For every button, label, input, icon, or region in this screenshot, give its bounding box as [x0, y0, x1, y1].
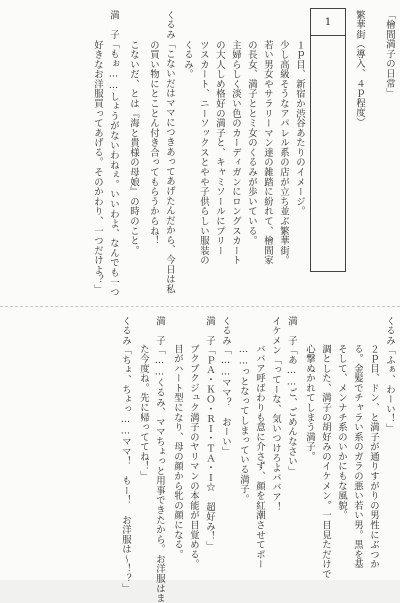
page-number: 1 [311, 9, 345, 36]
top-line-12: 満 子「もぉ……しょうがないわねぇ。いいわよ、なんでも一つ [108, 10, 119, 298]
top-line-1: １ｐ目、新宿か渋谷あたりのイメージ。 [294, 40, 305, 217]
bottom-line-15: 満 子「……くるみ、ママちょっと用事できたから。お洋服はま [154, 316, 165, 603]
bottom-line-4: そして、メンナチ系のいかにもな風貌。 [336, 344, 347, 521]
bottom-line-5: 調とした、満子の胡好みのイケメン。一目見ただけで [320, 344, 331, 579]
top-line-7: ツスカート、ニーソックスとやや子供らしい服装の [198, 40, 209, 266]
bottom-line-3: る。金髪でチャラい系のガラの悪い若い男。黒を基 [352, 344, 363, 570]
bottom-line-13: ブクブクジュク満子のヤリマンの本能が目覚める。 [188, 344, 199, 570]
bottom-line-9: ババア呼ばわりも意に介さず、顔を紅潮させてポー [254, 344, 265, 570]
top-line-5: 主婦らしく淡い色のカーディガンにロングスカート [230, 40, 241, 266]
bottom-line-14: 目がハート型になり、母の顔から牝の顔になる。 [172, 344, 183, 560]
top-line-10: の買い物にとことん付き合ってもらうからね！ [148, 40, 159, 246]
bottom-line-12: 満 子「ＰＡ・ＫＯ・ＲＩ・ＴＡ・Ｉ☆ 超好み！」 [204, 316, 215, 551]
top-line-13: 好きなお洋服買ってあげる。そのかわり、一つだけよ？」 [92, 40, 103, 295]
title-box [310, 8, 346, 272]
top-line-9: くるみ「こないだはママにつきあってあげたんだから、今日は私 [164, 10, 175, 294]
top-line-3: 若い男女やサラリーマン達の雑踏に紛れて、檜間家 [262, 40, 273, 266]
bottom-line-6: 心撃ぬかれてしまう満子。 [304, 344, 315, 462]
bottom-line-7: 満 子「あ……ご、ごめんなさい」 [286, 316, 297, 476]
page-divider [0, 306, 400, 307]
top-line-6: の大人しめ格好の満子と、キャミソールにプリー [214, 40, 225, 256]
scene-heading: 繁華街（導入、４ｐ程度） [354, 10, 365, 128]
story-title: 「檜間満子の日常」 [384, 10, 395, 99]
bottom-line-10: ……っとなってしまっている満子。 [238, 344, 249, 504]
bottom-line-8: イケメン「ってーな、気いつけろよババア！ [270, 316, 281, 512]
top-line-11: こないだ、とは『海と貴様の母娘』の時のこと。 [128, 40, 139, 256]
top-line-8: くるみ。 [182, 40, 193, 80]
top-line-2: 少し高級そうなアパレル系の店が立ち並ぶ繁華街。 [278, 40, 289, 266]
bottom-line-16: た今度ね。先に帰っててね！」 [138, 344, 149, 482]
bottom-line-1: くるみ「ふぁ、わーい！」 [384, 316, 395, 434]
bottom-line-11: くるみ「……ママ？ おーい」 [220, 316, 231, 457]
top-line-4: の長女、満子ととミ女のくるみが歩いている。 [246, 40, 257, 246]
bottom-line-2: ２ｐ目、ドン、と満子が通りすがりの男性にぶつか [368, 344, 379, 570]
bottom-line-17: くるみ「ちょ、ちょっ……ママ！ もー！ お洋服は～！？」 [120, 316, 131, 594]
